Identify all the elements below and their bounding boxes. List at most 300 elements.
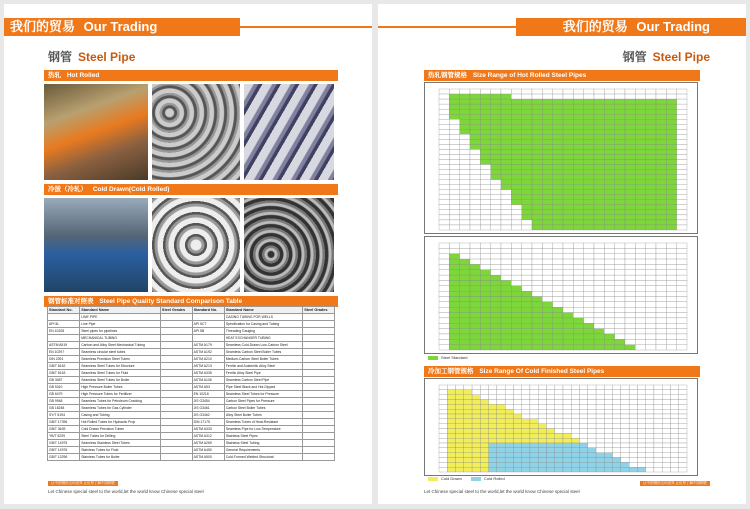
table-cell: GB 5310	[48, 384, 80, 391]
table-cell: DIN 17175	[192, 419, 224, 426]
grid-cell	[532, 215, 542, 220]
grid-cell	[573, 302, 583, 307]
grid-cell	[613, 453, 621, 458]
grid-cell	[679, 443, 687, 448]
grid-cell	[594, 313, 604, 318]
grid-cell	[439, 225, 449, 230]
grid-cell	[625, 119, 635, 124]
grid-cell	[584, 275, 594, 280]
grid-cell	[456, 390, 464, 395]
grid-cell	[449, 280, 459, 285]
grid-cell	[666, 114, 676, 119]
grid-cell	[449, 220, 459, 225]
grid-cell	[553, 329, 563, 334]
grid-cell	[439, 259, 449, 264]
table-cell	[48, 314, 80, 321]
grid-cell	[563, 297, 573, 302]
table-cell: ASTM A210	[192, 356, 224, 363]
grid-cell	[654, 390, 662, 395]
grid-cell	[439, 243, 449, 248]
grid-cell	[615, 323, 625, 328]
grid-cell	[532, 170, 542, 175]
table-cell: API 5CT	[192, 321, 224, 328]
grid-cell	[522, 329, 532, 334]
grid-cell	[563, 414, 571, 419]
table-cell	[303, 349, 335, 356]
grid-cell	[553, 254, 563, 259]
grid-cell	[449, 205, 459, 210]
section-heading	[623, 48, 710, 65]
grid-cell	[511, 134, 521, 139]
grid-cell	[491, 200, 501, 205]
hot-rolled-size-grid-lower	[424, 236, 698, 354]
grid-cell	[677, 165, 687, 170]
grid-cell	[656, 345, 666, 350]
grid-cell	[530, 409, 538, 414]
grid-cell	[522, 170, 532, 175]
grid-cell	[677, 220, 687, 225]
grid-cell	[464, 443, 472, 448]
grid-cell	[666, 180, 676, 185]
grid-cell	[604, 467, 612, 472]
grid-cell	[470, 323, 480, 328]
grid-cell	[662, 448, 670, 453]
grid-cell	[656, 129, 666, 134]
grid-cell	[584, 139, 594, 144]
grid-cell	[584, 334, 594, 339]
table-header-cell: Standard Name	[80, 307, 161, 314]
grid-cell	[615, 210, 625, 215]
grid-cell	[538, 429, 546, 434]
grid-cell	[555, 385, 563, 390]
grid-cell	[604, 243, 614, 248]
grid-cell	[563, 280, 573, 285]
grid-cell	[646, 254, 656, 259]
grid-cell	[532, 200, 542, 205]
grid-cell	[584, 94, 594, 99]
grid-cell	[563, 443, 571, 448]
grid-cell	[513, 429, 521, 434]
table-cell: Seamless Tubes for Gas Cylinder	[80, 405, 161, 412]
grid-cell	[625, 154, 635, 159]
grid-cell	[563, 390, 571, 395]
grid-cell	[470, 195, 480, 200]
grid-cell	[522, 307, 532, 312]
grid-cell	[460, 329, 470, 334]
grid-cell	[513, 419, 521, 424]
grid-cell	[637, 438, 645, 443]
grid-cell	[480, 345, 490, 350]
grid-cell	[501, 334, 511, 339]
grid-cell	[584, 345, 594, 350]
grid-cell	[470, 291, 480, 296]
grid-cell	[497, 467, 505, 472]
table-cell: DIN 2391	[48, 356, 80, 363]
grid-cell	[594, 339, 604, 344]
grid-cell	[501, 307, 511, 312]
grid-cell	[604, 254, 614, 259]
grid-cell	[679, 438, 687, 443]
grid-cell	[489, 390, 497, 395]
grid-cell	[637, 429, 645, 434]
grid-cell	[588, 467, 596, 472]
grid-cell	[470, 170, 480, 175]
grid-cell	[625, 109, 635, 114]
grid-cell	[670, 414, 678, 419]
grid-cell	[588, 443, 596, 448]
grid-cell	[604, 180, 614, 185]
grid-cell	[666, 220, 676, 225]
grid-cell	[646, 264, 656, 269]
grid-cell	[553, 200, 563, 205]
grid-cell	[511, 109, 521, 114]
grid-cell	[654, 438, 662, 443]
table-cell: JIS G3454	[192, 398, 224, 405]
grid-cell	[501, 339, 511, 344]
grid-cell	[447, 453, 455, 458]
grid-cell	[656, 114, 666, 119]
grid-cell	[613, 429, 621, 434]
grid-cell	[677, 175, 687, 180]
grid-cell	[615, 243, 625, 248]
grid-cell	[555, 453, 563, 458]
grid-cell	[604, 286, 614, 291]
grid-cell	[677, 160, 687, 165]
grid-cell	[489, 419, 497, 424]
table-cell: ASTM A213	[192, 363, 224, 370]
grid-cell	[553, 345, 563, 350]
grid-cell	[522, 210, 532, 215]
grid-cell	[584, 248, 594, 253]
grid-cell	[563, 438, 571, 443]
grid-cell	[594, 280, 604, 285]
grid-cell	[677, 297, 687, 302]
table-row	[48, 377, 335, 384]
grid-cell	[656, 210, 666, 215]
grid-cell	[460, 119, 470, 124]
grid-cell	[625, 190, 635, 195]
table-cell: Seamless circular steel tubes	[80, 349, 161, 356]
band-table-zh: 钢管标准对照表	[48, 298, 94, 305]
grid-cell	[501, 114, 511, 119]
grid-cell	[625, 195, 635, 200]
grid-cell	[456, 438, 464, 443]
grid-cell	[513, 462, 521, 467]
grid-cell	[679, 404, 687, 409]
grid-cell	[588, 390, 596, 395]
grid-cell	[511, 124, 521, 129]
table-row	[48, 419, 335, 426]
grid-cell	[480, 438, 488, 443]
grid-cell	[654, 395, 662, 400]
grid-cell	[662, 443, 670, 448]
grid-cell	[449, 175, 459, 180]
grid-cell	[447, 429, 455, 434]
grid-cell	[594, 165, 604, 170]
grid-cell	[456, 404, 464, 409]
grid-cell	[584, 109, 594, 114]
grid-cell	[470, 165, 480, 170]
table-cell: Seamless Tubes of Heat-Resistant	[224, 419, 302, 426]
grid-cell	[656, 139, 666, 144]
grid-cell	[501, 175, 511, 180]
grid-cell	[501, 302, 511, 307]
grid-cell	[542, 94, 552, 99]
grid-cell	[625, 134, 635, 139]
table-cell: Specification for Casing and Tubing	[224, 321, 302, 328]
grid-cell	[511, 129, 521, 134]
grid-cell	[538, 385, 546, 390]
grid-cell	[563, 248, 573, 253]
grid-cell	[584, 270, 594, 275]
grid-cell	[464, 385, 472, 390]
grid-cell	[580, 453, 588, 458]
grid-cell	[522, 334, 532, 339]
grid-cell	[621, 467, 629, 472]
grid-cell	[505, 462, 513, 467]
grid-cell	[646, 109, 656, 114]
grid-cell	[553, 144, 563, 149]
grid-cell	[449, 170, 459, 175]
grid-cell	[491, 205, 501, 210]
grid-cell	[460, 175, 470, 180]
grid-cell	[594, 154, 604, 159]
grid-cell	[555, 438, 563, 443]
grid-cell	[666, 175, 676, 180]
grid-cell	[553, 165, 563, 170]
grid-cell	[677, 286, 687, 291]
grid-cell	[460, 243, 470, 248]
grid-cell	[439, 119, 449, 124]
grid-cell	[677, 334, 687, 339]
grid-cell	[594, 190, 604, 195]
grid-cell	[546, 400, 554, 405]
grid-cell	[513, 395, 521, 400]
grid-cell	[666, 254, 676, 259]
grid-cell	[670, 467, 678, 472]
grid-cell	[563, 458, 571, 463]
grid-cell	[553, 104, 563, 109]
grid-cell	[505, 414, 513, 419]
grid-cell	[501, 154, 511, 159]
grid-cell	[677, 254, 687, 259]
grid-cell	[464, 429, 472, 434]
table-row	[48, 349, 335, 356]
table-cell: Seamless Steel Tubes for Structure	[80, 363, 161, 370]
band-cold-zh: 冷拔（冷轧）	[48, 186, 87, 193]
grid-cell	[480, 109, 490, 114]
grid-cell	[449, 185, 459, 190]
grid-cell	[563, 291, 573, 296]
grid-cell	[621, 443, 629, 448]
grid-cell	[472, 433, 480, 438]
grid-cell	[625, 200, 635, 205]
grid-cell	[573, 264, 583, 269]
photo-cold-drawing-line	[44, 198, 148, 292]
table-cell	[303, 356, 335, 363]
grid-cell	[546, 433, 554, 438]
grid-cell	[460, 205, 470, 210]
grid-cell	[470, 254, 480, 259]
grid-cell	[677, 270, 687, 275]
footer-text: Let Chinese special steel to the world,let the world know Chinese special steel	[424, 489, 580, 494]
grid-cell	[563, 313, 573, 318]
grid-cell	[580, 467, 588, 472]
grid-cell	[563, 149, 573, 154]
grid-cell	[635, 175, 645, 180]
grid-cell	[480, 129, 490, 134]
section-heading-en: Steel Pipe	[78, 50, 136, 64]
grid-cell	[511, 144, 521, 149]
grid-cell	[594, 297, 604, 302]
grid-cell	[629, 414, 637, 419]
grid-cell	[555, 462, 563, 467]
grid-cell	[666, 345, 676, 350]
grid-cell	[530, 414, 538, 419]
grid-cell	[588, 409, 596, 414]
grid-cell	[604, 448, 612, 453]
grid-cell	[615, 144, 625, 149]
grid-cell	[501, 243, 511, 248]
grid-cell	[573, 139, 583, 144]
grid-cell	[456, 433, 464, 438]
grid-cell	[656, 248, 666, 253]
section-heading	[48, 48, 135, 65]
grid-cell	[542, 243, 552, 248]
grid-cell	[511, 195, 521, 200]
grid-cell	[501, 254, 511, 259]
grid-cell	[615, 165, 625, 170]
table-cell: Threading Gauging	[224, 328, 302, 335]
grid-cell	[613, 433, 621, 438]
grid-cell	[522, 453, 530, 458]
grid-cell	[522, 124, 532, 129]
grid-cell	[621, 409, 629, 414]
table-cell	[303, 447, 335, 454]
table-cell: Alloy Steel Boiler Tubes	[224, 412, 302, 419]
grid-cell	[573, 220, 583, 225]
grid-cell	[522, 458, 530, 463]
grid-cell	[563, 134, 573, 139]
grid-cell	[563, 302, 573, 307]
grid-cell	[615, 313, 625, 318]
grid-cell	[470, 200, 480, 205]
table-cell: ASTM A312	[192, 433, 224, 440]
grid-cell	[580, 400, 588, 405]
grid-cell	[646, 467, 654, 472]
grid-cell	[594, 318, 604, 323]
grid-cell	[480, 385, 488, 390]
grid-cell	[594, 129, 604, 134]
grid-cell	[662, 462, 670, 467]
grid-cell	[563, 339, 573, 344]
grid-cell	[604, 124, 614, 129]
grid-cell	[588, 429, 596, 434]
table-header-cell: Steel Grades	[160, 307, 192, 314]
grid-cell	[666, 99, 676, 104]
grid-cell	[677, 134, 687, 139]
grid-cell	[553, 220, 563, 225]
grid-cell	[604, 429, 612, 434]
grid-cell	[670, 400, 678, 405]
grid-cell	[596, 390, 604, 395]
grid-cell	[522, 404, 530, 409]
grid-cell	[532, 264, 542, 269]
grid-cell	[662, 395, 670, 400]
grid-cell	[615, 160, 625, 165]
grid-cell	[480, 114, 490, 119]
grid-cell	[670, 385, 678, 390]
grid-cell	[491, 190, 501, 195]
grid-cell	[625, 175, 635, 180]
grid-cell	[464, 424, 472, 429]
grid-cell	[666, 307, 676, 312]
grid-cell	[646, 307, 656, 312]
grid-cell	[670, 462, 678, 467]
grid-cell	[573, 286, 583, 291]
grid-cell	[470, 139, 480, 144]
grid-cell	[542, 264, 552, 269]
grid-cell	[677, 205, 687, 210]
grid-cell	[613, 424, 621, 429]
grid-cell	[635, 195, 645, 200]
grid-cell	[439, 114, 449, 119]
grid-cell	[584, 185, 594, 190]
grid-cell	[584, 215, 594, 220]
grid-cell	[491, 291, 501, 296]
grid-cell	[604, 270, 614, 275]
grid-cell	[637, 453, 645, 458]
grid-cell	[555, 433, 563, 438]
grid-cell	[677, 109, 687, 114]
grid-cell	[480, 323, 490, 328]
grid-cell	[662, 433, 670, 438]
grid-cell	[656, 175, 666, 180]
grid-cell	[571, 419, 579, 424]
grid-cell	[613, 458, 621, 463]
grid-cell	[677, 329, 687, 334]
grid-cell	[511, 323, 521, 328]
grid-cell	[522, 109, 532, 114]
grid-cell	[480, 453, 488, 458]
grid-cell	[460, 149, 470, 154]
grid-cell	[588, 453, 596, 458]
grid-cell	[522, 448, 530, 453]
grid-cell	[532, 165, 542, 170]
grid-cell	[522, 215, 532, 220]
grid-cell	[573, 119, 583, 124]
grid-cell	[522, 345, 532, 350]
grid-cell	[604, 323, 614, 328]
grid-cell	[505, 400, 513, 405]
grid-cell	[573, 175, 583, 180]
grid-cell	[501, 124, 511, 129]
grid-cell	[646, 119, 656, 124]
grid-cell	[449, 210, 459, 215]
grid-cell	[472, 429, 480, 434]
grid-cell	[588, 414, 596, 419]
grid-cell	[594, 243, 604, 248]
grid-cell	[625, 248, 635, 253]
grid-cell	[532, 129, 542, 134]
grid-cell	[625, 286, 635, 291]
grid-cell	[522, 243, 532, 248]
grid-cell	[555, 429, 563, 434]
grid-cell	[646, 160, 656, 165]
grid-cell	[563, 323, 573, 328]
grid-cell	[553, 318, 563, 323]
grid-cell	[439, 180, 449, 185]
